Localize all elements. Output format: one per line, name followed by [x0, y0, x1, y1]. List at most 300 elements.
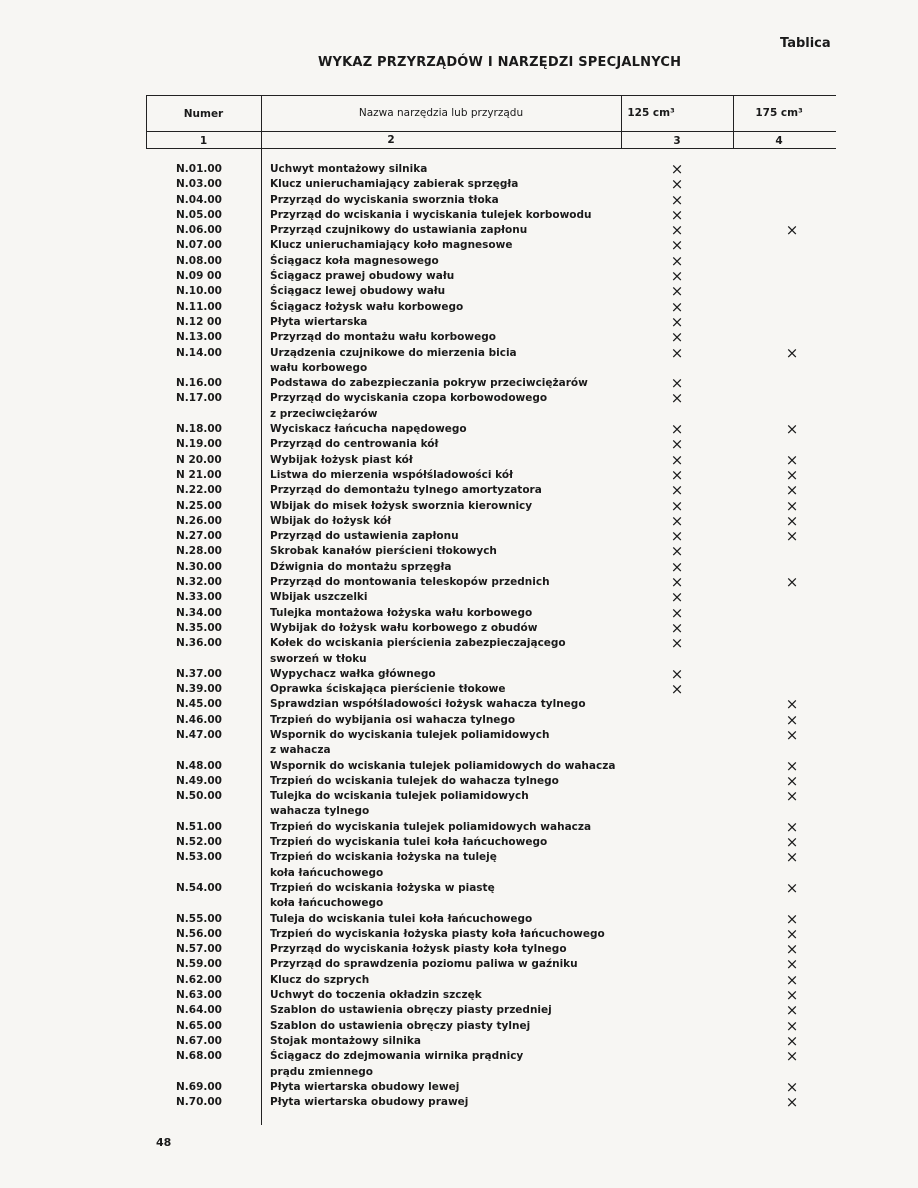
tool-number: N.12 00 — [176, 315, 222, 328]
table-row — [0, 575, 918, 590]
table-row — [0, 789, 918, 820]
tool-name-line: Wybijak do łożysk wału korbowego z obudów — [270, 621, 538, 634]
cross-mark-125: × — [670, 267, 684, 286]
tool-name-line: Wspornik do wciskania tulejek poliamidowych do wahacza — [270, 759, 616, 772]
cross-mark-125: × — [670, 282, 684, 301]
tool-number: N 20.00 — [176, 453, 222, 466]
tool-name-line: Przyrząd do demontażu tylnego amortyzatora — [270, 484, 542, 497]
tool-name — [270, 162, 630, 177]
column-header-125: 125 cm³ — [627, 107, 675, 119]
tool-number: N.26.00 — [176, 514, 222, 527]
cross-mark-125: × — [670, 435, 684, 454]
tool-name-line: Sprawdzian współśladowości łożysk wahacza tylnego — [270, 698, 586, 711]
tool-name-line: Tulejka do wciskania tulejek poliamidowych — [270, 790, 529, 803]
tool-number: N.19.00 — [176, 438, 222, 451]
tool-number: N.64.00 — [176, 1004, 222, 1017]
table-row — [0, 590, 918, 605]
table-row — [0, 496, 918, 515]
cross-mark-125: × — [670, 680, 684, 699]
table-row — [0, 817, 918, 836]
cross-mark-175: × — [785, 833, 799, 852]
tool-number: N.36.00 — [176, 637, 222, 650]
tool-number: N.11.00 — [176, 300, 222, 313]
table-row — [0, 1031, 918, 1050]
table-row — [0, 376, 918, 391]
cross-mark-125: × — [670, 236, 684, 255]
tool-name-line: Trzpień do wyciskania tulejek poliamidowych wahacza — [270, 820, 592, 833]
table-row — [0, 756, 918, 775]
tool-name — [270, 912, 630, 927]
tool-number: N.10.00 — [176, 285, 222, 298]
table-row — [0, 1077, 918, 1096]
cross-mark-125: × — [670, 557, 684, 576]
tool-name-line: koła łańcuchowego — [270, 866, 384, 879]
cross-mark-175: × — [785, 710, 799, 729]
column-header-175: 175 cm³ — [755, 107, 803, 119]
tool-name — [270, 759, 630, 774]
tool-name-line: Przyrząd do montowania teleskopów przednich — [270, 576, 550, 589]
tool-number: N.05.00 — [176, 208, 222, 221]
cross-mark-175: × — [785, 450, 799, 469]
table-row — [0, 909, 918, 928]
cross-mark-125: × — [670, 297, 684, 316]
cross-mark-175: × — [785, 1077, 799, 1096]
table-row — [0, 251, 918, 270]
cross-mark-175: × — [785, 1093, 799, 1112]
table-row — [0, 850, 918, 881]
cross-mark-175: × — [785, 343, 799, 362]
tool-name — [270, 1003, 630, 1018]
tool-name — [270, 774, 630, 789]
tool-number: N.35.00 — [176, 621, 222, 634]
tool-name-line: Przyrząd do wyciskania łożysk piasty koła tylnego — [270, 943, 567, 956]
cross-mark-125: × — [670, 664, 684, 683]
tool-name — [270, 193, 630, 208]
cross-mark-125: × — [670, 511, 684, 530]
tool-name — [270, 269, 630, 284]
cross-mark-125: × — [670, 160, 684, 178]
cross-mark-175: × — [785, 527, 799, 546]
cross-mark-125: × — [670, 251, 684, 270]
tool-name-line: Przyrząd do montażu wału korbowego — [270, 331, 496, 344]
tool-name — [270, 881, 630, 912]
tool-number: N.49.00 — [176, 774, 222, 787]
tool-name — [270, 391, 630, 422]
table-row — [0, 725, 918, 759]
tool-name — [270, 315, 630, 330]
tool-name-line: koła łańcuchowego — [270, 897, 384, 910]
table-row — [0, 697, 918, 712]
tool-name — [270, 575, 630, 590]
tool-number: N.57.00 — [176, 943, 222, 956]
tool-name — [270, 208, 630, 223]
tool-name — [270, 223, 630, 238]
table-row — [0, 835, 918, 850]
tool-name — [270, 957, 630, 972]
table-row — [0, 465, 918, 484]
tool-name-line: Przyrząd do centrowania kół — [270, 438, 439, 451]
tool-name-line: Wyciskacz łańcucha napędowego — [270, 423, 467, 436]
tool-list — [0, 162, 918, 1110]
tool-name — [270, 1034, 630, 1049]
tool-number: N.65.00 — [176, 1019, 222, 1032]
tool-number: N.52.00 — [176, 836, 222, 849]
tool-name-line: Klucz do szprych — [270, 973, 370, 986]
tool-number: N.16.00 — [176, 377, 222, 390]
tool-name-line: Przyrząd do ustawienia zapłonu — [270, 530, 459, 543]
tool-name-line: Trzpień do wyciskania łożyska piasty koła łańcuchowego — [270, 927, 605, 940]
cross-mark-125: × — [670, 175, 684, 194]
tool-name — [270, 636, 630, 667]
cross-mark-125: × — [670, 328, 684, 347]
tool-name — [270, 514, 630, 529]
tool-name-line: Oprawka ściskająca pierścienie tłokowe — [270, 683, 506, 696]
tool-number: N.59.00 — [176, 958, 222, 971]
tool-number: N.51.00 — [176, 820, 222, 833]
table-row — [0, 544, 918, 559]
cross-mark-175: × — [785, 756, 799, 775]
tool-name — [270, 942, 630, 957]
tool-name — [270, 376, 630, 391]
tool-name — [270, 590, 630, 605]
cross-mark-175: × — [785, 787, 799, 806]
tool-name-line: z wahacza — [270, 744, 331, 757]
cross-mark-175: × — [785, 695, 799, 714]
tool-number: N.14.00 — [176, 346, 222, 359]
tool-number: N.07.00 — [176, 239, 222, 252]
tool-name — [270, 499, 630, 514]
tool-number: N.55.00 — [176, 912, 222, 925]
cross-mark-175: × — [785, 848, 799, 867]
tool-name — [270, 682, 630, 697]
tool-name — [270, 177, 630, 192]
cross-mark-125: × — [670, 450, 684, 469]
tool-name — [270, 850, 630, 881]
cross-mark-175: × — [785, 511, 799, 530]
tool-name — [270, 300, 630, 315]
cross-mark-125: × — [670, 573, 684, 592]
tool-name-line: Płyta wiertarska obudowy prawej — [270, 1096, 469, 1109]
cross-mark-175: × — [785, 496, 799, 515]
table-row — [0, 391, 918, 422]
tool-number: N.01.00 — [176, 163, 222, 175]
table-row — [0, 664, 918, 683]
tool-name-line: Wbijak do misek łożysk sworznia kierownicy — [270, 499, 533, 512]
tool-number: N.06.00 — [176, 224, 222, 237]
tool-name — [270, 835, 630, 850]
tool-number: N.70.00 — [176, 1096, 222, 1109]
tool-name — [270, 1049, 630, 1080]
tool-name-line: Ściągacz koła magnesowego — [270, 254, 439, 267]
table-row — [0, 1095, 918, 1110]
tool-name-line: Przyrząd do wyciskania czopa korbowodowego — [270, 392, 548, 405]
tool-number: N.54.00 — [176, 881, 222, 894]
tool-name — [270, 453, 630, 468]
column-index-2: 2 — [387, 134, 395, 146]
tool-name — [270, 346, 630, 377]
column-index-4: 4 — [775, 135, 783, 147]
cross-mark-175: × — [785, 970, 799, 989]
tool-name-line: Urządzenia czujnikowe do mierzenia bicia — [270, 346, 517, 359]
tool-number: N.37.00 — [176, 667, 222, 680]
tool-name-line: prądu zmiennego — [270, 1065, 374, 1078]
table-row — [0, 223, 918, 238]
tool-name — [270, 1095, 630, 1110]
tool-name — [270, 820, 630, 835]
tool-name — [270, 254, 630, 269]
tool-name-line: Klucz unieruchamiający koło magnesowe — [270, 239, 513, 252]
tool-name-line: Ściągacz do zdejmowania wirnika prądnicy — [270, 1050, 524, 1063]
table-row — [0, 269, 918, 284]
tool-name — [270, 422, 630, 437]
tool-number: N.09 00 — [176, 270, 222, 283]
cross-mark-175: × — [785, 940, 799, 959]
table-row — [0, 924, 918, 943]
tool-number: N.04.00 — [176, 193, 222, 206]
tool-name-line: Stojak montażowy silnika — [270, 1034, 421, 1047]
tool-number: N.32.00 — [176, 576, 222, 589]
table-row — [0, 1049, 918, 1080]
table-row — [0, 437, 918, 452]
table-row — [0, 190, 918, 209]
tool-name — [270, 621, 630, 636]
table-row — [0, 771, 918, 790]
tool-number: N.50.00 — [176, 790, 222, 803]
table-row — [0, 942, 918, 957]
tool-name-line: sworzeń w tłoku — [270, 652, 367, 665]
tool-number: N.34.00 — [176, 606, 222, 619]
cross-mark-175: × — [785, 465, 799, 484]
tool-name-line: Ściągacz lewej obudowy wału — [270, 285, 446, 298]
cross-mark-175: × — [785, 1031, 799, 1050]
cross-mark-125: × — [670, 374, 684, 393]
tool-name-line: Tuleja do wciskania tulei koła łańcuchowego — [270, 912, 533, 925]
tool-number: N.22.00 — [176, 484, 222, 497]
table-row — [0, 450, 918, 469]
cross-mark-175: × — [785, 420, 799, 439]
cross-mark-125: × — [670, 527, 684, 546]
cross-mark-125: × — [670, 634, 684, 653]
tool-number: N.47.00 — [176, 728, 222, 741]
cross-mark-175: × — [785, 221, 799, 240]
tool-name — [270, 330, 630, 345]
tool-number: N.45.00 — [176, 698, 222, 711]
tool-name-line: Wbijak uszczelki — [270, 591, 368, 604]
tool-number: N.25.00 — [176, 499, 222, 512]
tool-name-line: Trzpień do wciskania tulejek do wahacza tylnego — [270, 774, 559, 787]
tool-name-line: Płyta wiertarska obudowy lewej — [270, 1080, 460, 1093]
tool-name — [270, 789, 630, 820]
table-row — [0, 682, 918, 697]
tool-name — [270, 973, 630, 988]
tool-number: N.68.00 — [176, 1050, 222, 1063]
cross-mark-125: × — [670, 312, 684, 331]
tool-number: N.46.00 — [176, 713, 222, 726]
index-divider — [146, 148, 836, 149]
tool-name-line: Uchwyt do toczenia okładzin szczęk — [270, 989, 482, 1002]
tool-name-line: Wbijak do łożysk kół — [270, 514, 392, 527]
table-row — [0, 312, 918, 331]
table-row — [0, 177, 918, 192]
tool-name — [270, 728, 630, 759]
tool-name — [270, 529, 630, 544]
tool-number: N.67.00 — [176, 1034, 222, 1047]
table-row — [0, 330, 918, 345]
table-row — [0, 529, 918, 544]
tool-name-line: Trzpień do wciskania łożyska w piastę — [270, 881, 495, 894]
cross-mark-125: × — [670, 542, 684, 561]
tool-number: N.03.00 — [176, 178, 222, 191]
tool-name — [270, 468, 630, 483]
tool-name-line: Trzpień do wybijania osi wahacza tylnego — [270, 713, 516, 726]
cross-mark-125: × — [670, 618, 684, 637]
cross-mark-175: × — [785, 878, 799, 897]
column-header-name: Nazwa narzędzia lub przyrządu — [358, 107, 524, 119]
cross-mark-175: × — [785, 1016, 799, 1035]
cross-mark-125: × — [670, 221, 684, 240]
tool-name-line: Dźwignia do montażu sprzęgła — [270, 560, 452, 573]
tool-name-line: Przyrząd do sprawdzenia poziomu paliwa w gaźniku — [270, 958, 578, 971]
column-header-number: Numer — [183, 108, 224, 120]
tool-name-line: Tulejka montażowa łożyska wału korbowego — [270, 606, 533, 619]
tool-number: N.28.00 — [176, 545, 222, 558]
tool-name-line: Listwa do mierzenia współśladowości kół — [270, 468, 513, 481]
table-row — [0, 238, 918, 253]
cross-mark-175: × — [785, 986, 799, 1005]
tool-name-line: Szablon do ustawienia obręczy piasty tylnej — [270, 1019, 531, 1032]
cross-mark-125: × — [670, 420, 684, 439]
cross-mark-175: × — [785, 1047, 799, 1066]
table-row — [0, 710, 918, 729]
tool-name-line: Uchwyt montażowy silnika — [270, 163, 428, 175]
tool-name-line: Szablon do ustawienia obręczy piasty przedniej — [270, 1004, 552, 1017]
tool-number: N 21.00 — [176, 468, 222, 481]
tool-number: N.53.00 — [176, 851, 222, 864]
tool-name-line: Podstawa do zabezpieczania pokryw przeciwciężarów — [270, 377, 588, 390]
tool-name — [270, 238, 630, 253]
cross-mark-125: × — [670, 465, 684, 484]
cross-mark-175: × — [785, 817, 799, 836]
tool-number: N.13.00 — [176, 331, 222, 344]
page-number: 48 — [156, 1136, 172, 1149]
tool-name-line: Wspornik do wyciskania tulejek poliamidowych — [270, 728, 550, 741]
tool-number: N.18.00 — [176, 423, 222, 436]
cross-mark-125: × — [670, 190, 684, 209]
cross-mark-125: × — [670, 205, 684, 224]
column-index-1: 1 — [199, 135, 208, 147]
tool-name-line: Przyrząd do wciskania i wyciskania tulejek korbowodu — [270, 208, 592, 221]
tool-name-line: Wypychacz wałka głównego — [270, 667, 436, 680]
tool-name-line: z przeciwciężarów — [270, 407, 378, 420]
cross-mark-175: × — [785, 725, 799, 744]
tool-name — [270, 927, 630, 942]
cross-mark-125: × — [670, 603, 684, 622]
table-row — [0, 483, 918, 498]
cross-mark-125: × — [670, 389, 684, 408]
tool-number: N.56.00 — [176, 927, 222, 940]
table-row — [0, 618, 918, 637]
tool-name — [270, 483, 630, 498]
table-row — [0, 636, 918, 667]
tool-number: N.48.00 — [176, 759, 222, 772]
tool-name — [270, 606, 630, 621]
tool-name-line: Przyrząd czujnikowy do ustawiania zapłonu — [270, 224, 528, 237]
tool-name — [270, 544, 630, 559]
tool-name — [270, 1019, 630, 1034]
cross-mark-175: × — [785, 909, 799, 928]
table-row — [0, 205, 918, 224]
table-row — [0, 297, 918, 316]
tool-number: N.27.00 — [176, 530, 222, 543]
tool-name — [270, 560, 630, 575]
cross-mark-175: × — [785, 1001, 799, 1020]
tool-number: N.30.00 — [176, 560, 222, 573]
tool-name — [270, 437, 630, 452]
tool-number: N.33.00 — [176, 591, 222, 604]
cross-mark-175: × — [785, 771, 799, 790]
tool-number: N.08.00 — [176, 254, 222, 267]
table-row — [0, 422, 918, 437]
table-row — [0, 878, 918, 912]
tool-name — [270, 667, 630, 682]
tool-name-line: Skrobak kanałów pierścieni tłokowych — [270, 545, 497, 558]
cross-mark-125: × — [670, 481, 684, 500]
table-row — [0, 1016, 918, 1035]
cross-mark-175: × — [785, 481, 799, 500]
tool-name — [270, 697, 630, 712]
tool-name-line: Wybijak łożysk piast kół — [270, 453, 413, 466]
tool-name-line: Trzpień do wciskania łożyska na tuleję — [270, 851, 497, 864]
tool-name-line: wału korbowego — [270, 361, 368, 374]
tool-number: N.63.00 — [176, 989, 222, 1002]
table-row — [0, 557, 918, 576]
tool-name — [270, 988, 630, 1003]
tool-name — [270, 1080, 630, 1095]
tool-number: N.69.00 — [176, 1080, 222, 1093]
column-index-3: 3 — [673, 135, 681, 147]
tool-name — [270, 713, 630, 728]
table-row — [0, 988, 918, 1003]
table-row — [0, 603, 918, 622]
cross-mark-175: × — [785, 573, 799, 592]
table-label: Tablica — [780, 36, 831, 51]
table-row — [0, 162, 918, 177]
cross-mark-125: × — [670, 588, 684, 607]
tool-name-line: Trzpień do wyciskania tulei koła łańcuchowego — [270, 836, 548, 849]
cross-mark-125: × — [670, 496, 684, 515]
tool-name-line: Ściągacz łożysk wału korbowego — [270, 300, 464, 313]
tool-number: N.17.00 — [176, 392, 222, 405]
table-row — [0, 284, 918, 299]
tool-name-line: Płyta wiertarska — [270, 315, 368, 328]
table-row — [0, 511, 918, 530]
tool-name-line: Przyrząd do wyciskania sworznia tłoka — [270, 193, 499, 206]
table-row — [0, 343, 918, 377]
tool-number: N.39.00 — [176, 683, 222, 696]
table-row — [0, 1003, 918, 1018]
cross-mark-125: × — [670, 343, 684, 362]
page-title: WYKAZ PRZYRZĄDÓW I NARZĘDZI SPECJALNYCH — [318, 55, 682, 70]
table-row — [0, 957, 918, 972]
cross-mark-175: × — [785, 924, 799, 943]
tool-name-line: Klucz unieruchamiający zabierak sprzęgła — [270, 178, 519, 191]
tool-number: N.62.00 — [176, 973, 222, 986]
tool-name — [270, 284, 630, 299]
tool-name-line: Kołek do wciskania pierścienia zabezpieczającego — [270, 637, 566, 650]
tool-name-line: wahacza tylnego — [270, 805, 370, 818]
table-row — [0, 970, 918, 989]
cross-mark-175: × — [785, 955, 799, 974]
